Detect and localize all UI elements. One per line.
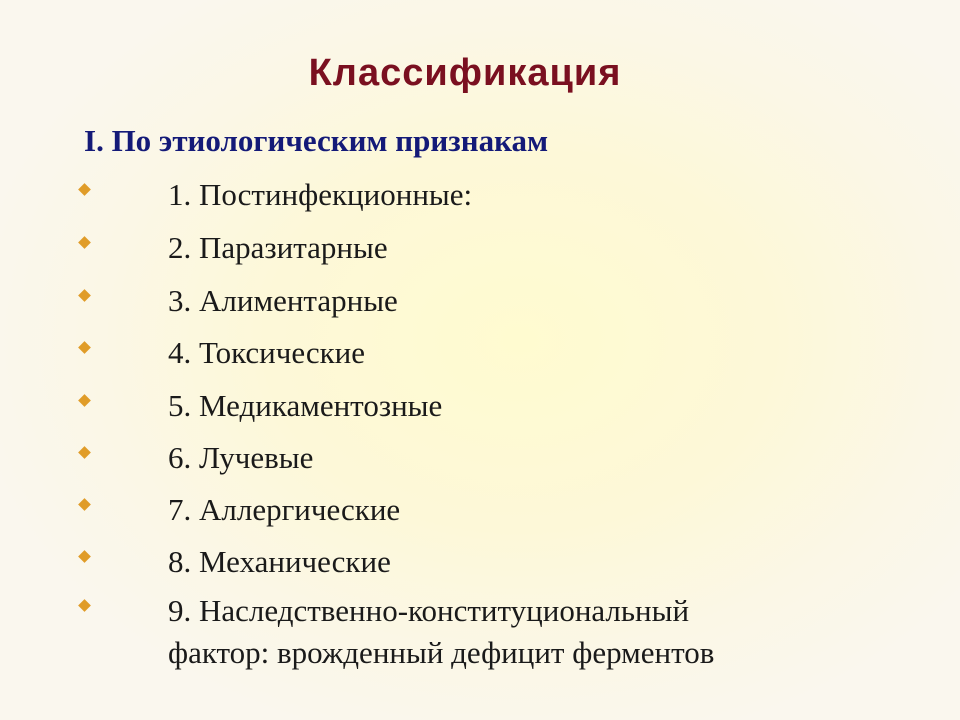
diamond-bullet-icon xyxy=(78,289,91,302)
diamond-bullet-icon xyxy=(78,446,91,459)
item-text: 9. Наследственно-конституциональный фактор: врожденный дефицит ферментов xyxy=(168,593,715,670)
item-text: 7. Аллергические xyxy=(168,492,401,527)
item-text: 4. Токсические xyxy=(168,335,366,370)
item-text: 5. Медикаментозные xyxy=(168,388,443,423)
diamond-bullet-icon xyxy=(78,183,91,196)
item-text: 2. Паразитарные xyxy=(168,230,388,265)
section-heading: I. По этиологическим признакам xyxy=(84,123,549,158)
item-text: 8. Механические xyxy=(168,544,391,579)
diamond-bullet-icon xyxy=(78,498,91,511)
diamond-bullet-icon xyxy=(78,550,91,563)
diamond-bullet-icon xyxy=(78,394,91,407)
item-text: 3. Алиментарные xyxy=(168,283,398,318)
item-text: 1. Постинфекционные: xyxy=(168,177,473,212)
slide-title: Классификация xyxy=(308,52,622,94)
diamond-bullet-icon xyxy=(78,236,91,249)
item-text: 6. Лучевые xyxy=(168,440,314,475)
diamond-bullet-icon xyxy=(78,341,91,354)
diamond-bullet-icon xyxy=(78,599,91,612)
